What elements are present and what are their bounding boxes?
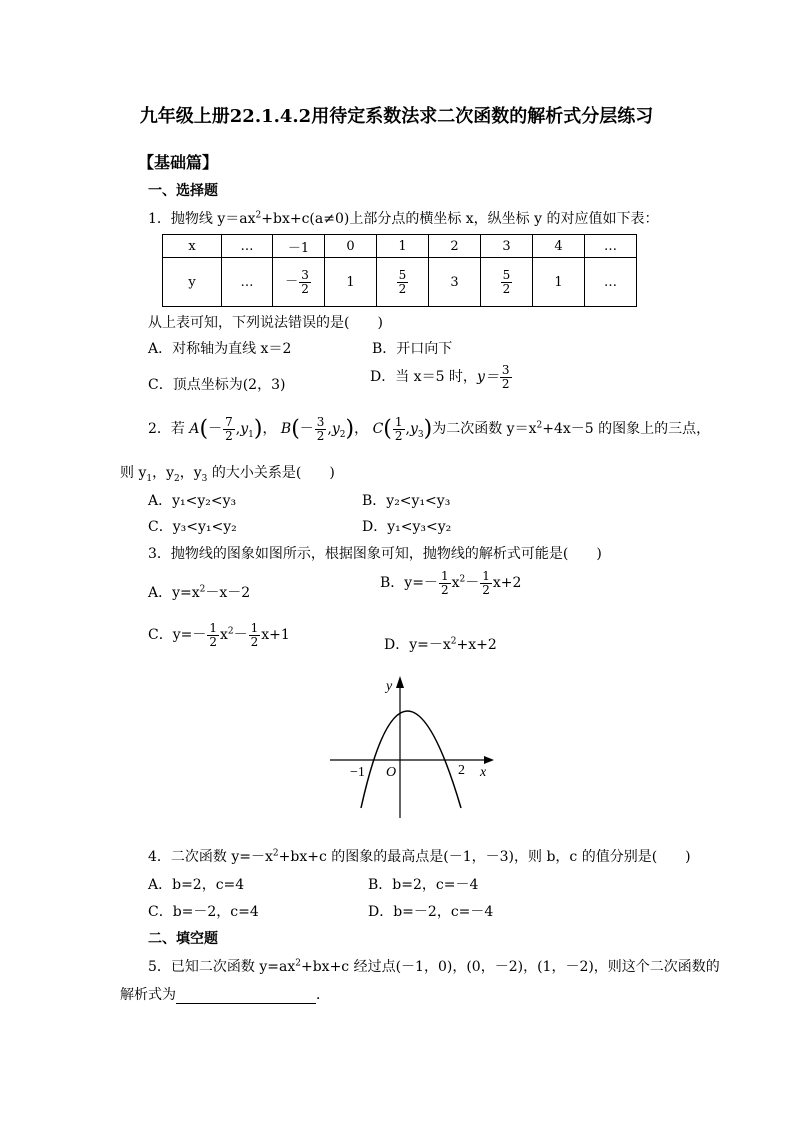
q3-option-d[interactable]: D．$y=-x^2+x+2$	[384, 636, 497, 653]
q2-stem: 2．若 A(－ $\frac{7}{2}$ $,y_1$)， B(－ $\frac{3}{2}$ $,y_2$)， C( $\frac{1}{2}$ $,y_3$)为二次函数 $y=x^2+4x-5$ 的图象上的三点，	[148, 415, 711, 443]
table-row	[163, 258, 637, 307]
table-cell: 4	[533, 235, 585, 258]
q4-option-c[interactable]: C．b=－2，c=4	[148, 904, 259, 920]
table-cell: 1	[377, 235, 429, 258]
q2-stem-line2: 则 $y_1$，$y_2$，$y_3$ 的大小关系是( )	[120, 465, 335, 484]
q2-option-d[interactable]: D．y₁<y₃<y₂	[362, 519, 452, 535]
q3-option-b[interactable]: B．y=－ $\frac{1}{2}$ $x^2-$ $\frac{1}{2}$ x+2	[380, 569, 522, 597]
q1-after: 从上表可知，下列说法错误的是( )	[148, 315, 383, 331]
q1-option-a[interactable]: A．对称轴为直线 x＝2	[148, 341, 292, 357]
table-cell: $\frac{5}{2}$	[377, 258, 429, 307]
part-heading-fill: 二、填空题	[148, 931, 218, 947]
q5-stem: 5．已知二次函数 $y=ax^2+bx+c$ 经过点(－1，0)，(0，－2)，(1，－2)，则这个二次函数的	[148, 958, 720, 975]
table-cell: …	[222, 258, 273, 307]
q3-stem: 3．抛物线的图象如图所示，根据图象可知，抛物线的解析式可能是( )	[148, 546, 602, 562]
q4-option-b[interactable]: B．b=2，c=－4	[368, 877, 479, 893]
right-root-label: 2	[458, 763, 465, 778]
origin-label: O	[386, 765, 397, 780]
table-row	[163, 235, 637, 258]
table-cell: 3	[429, 258, 481, 307]
x-axis-arrow	[484, 756, 494, 764]
q1-option-c[interactable]: C．顶点坐标为(2，3)	[148, 377, 286, 393]
q3-option-a[interactable]: A．$y=x^2-x-2$	[148, 584, 251, 601]
q4-option-d[interactable]: D．b=－2，c=－4	[368, 904, 494, 920]
q5-line2: 解析式为 ．	[120, 987, 330, 1003]
table-cell: －1	[273, 235, 325, 258]
table-cell: x	[163, 235, 222, 258]
table-cell: …	[585, 235, 637, 258]
q4-stem: 4．二次函数 $y=-x^2+bx+c$ 的图象的最高点是(－1，－3)，则 b，c 的值分别是( )	[148, 848, 691, 865]
q1-option-d[interactable]: D．当 x＝5 时，y＝ $\frac{3}{2}$	[370, 363, 510, 391]
x-axis-label: x	[480, 765, 487, 780]
q3-option-c[interactable]: C．y=－ $\frac{1}{2}$ $x^2-$ $\frac{1}{2}$ x+1	[148, 621, 290, 649]
q1-option-b[interactable]: B．开口向下	[372, 341, 453, 357]
table-cell: 3	[481, 235, 533, 258]
answer-blank[interactable]	[176, 989, 316, 1004]
part-heading-choice: 一、选择题	[148, 183, 218, 199]
table-cell: 1	[325, 258, 377, 307]
q2-option-c[interactable]: C．y₃<y₁<y₂	[148, 519, 237, 535]
table-cell: $\frac{5}{2}$	[481, 258, 533, 307]
q1-stem: 1．抛物线 $y=ax^2+bx+c(a\ne 0)$上部分点的横坐标 x，纵坐标 y 的对应值如下表：	[148, 210, 659, 227]
table-cell: － $\frac{3}{2}$	[273, 258, 325, 307]
table-cell: 2	[429, 235, 481, 258]
section-heading: 【基础篇】	[138, 153, 219, 172]
y-axis-arrow	[396, 676, 404, 688]
value-table	[162, 234, 637, 307]
table-cell: 0	[325, 235, 377, 258]
y-axis-label: y	[386, 679, 393, 694]
q2-option-b[interactable]: B．y₂<y₁<y₃	[362, 493, 451, 509]
table-cell: …	[585, 258, 637, 307]
page-title: 九年级上册22.1.4.2用待定系数法求二次函数的解析式分层练习	[139, 106, 654, 127]
parabola-graph	[320, 670, 500, 820]
table-cell: 1	[533, 258, 585, 307]
q2-option-a[interactable]: A．y₁<y₂<y₃	[148, 493, 237, 509]
table-cell: …	[222, 235, 273, 258]
left-root-label: −1	[350, 765, 365, 780]
table-cell: y	[163, 258, 222, 307]
q4-option-a[interactable]: A．b=2，c=4	[148, 877, 245, 893]
